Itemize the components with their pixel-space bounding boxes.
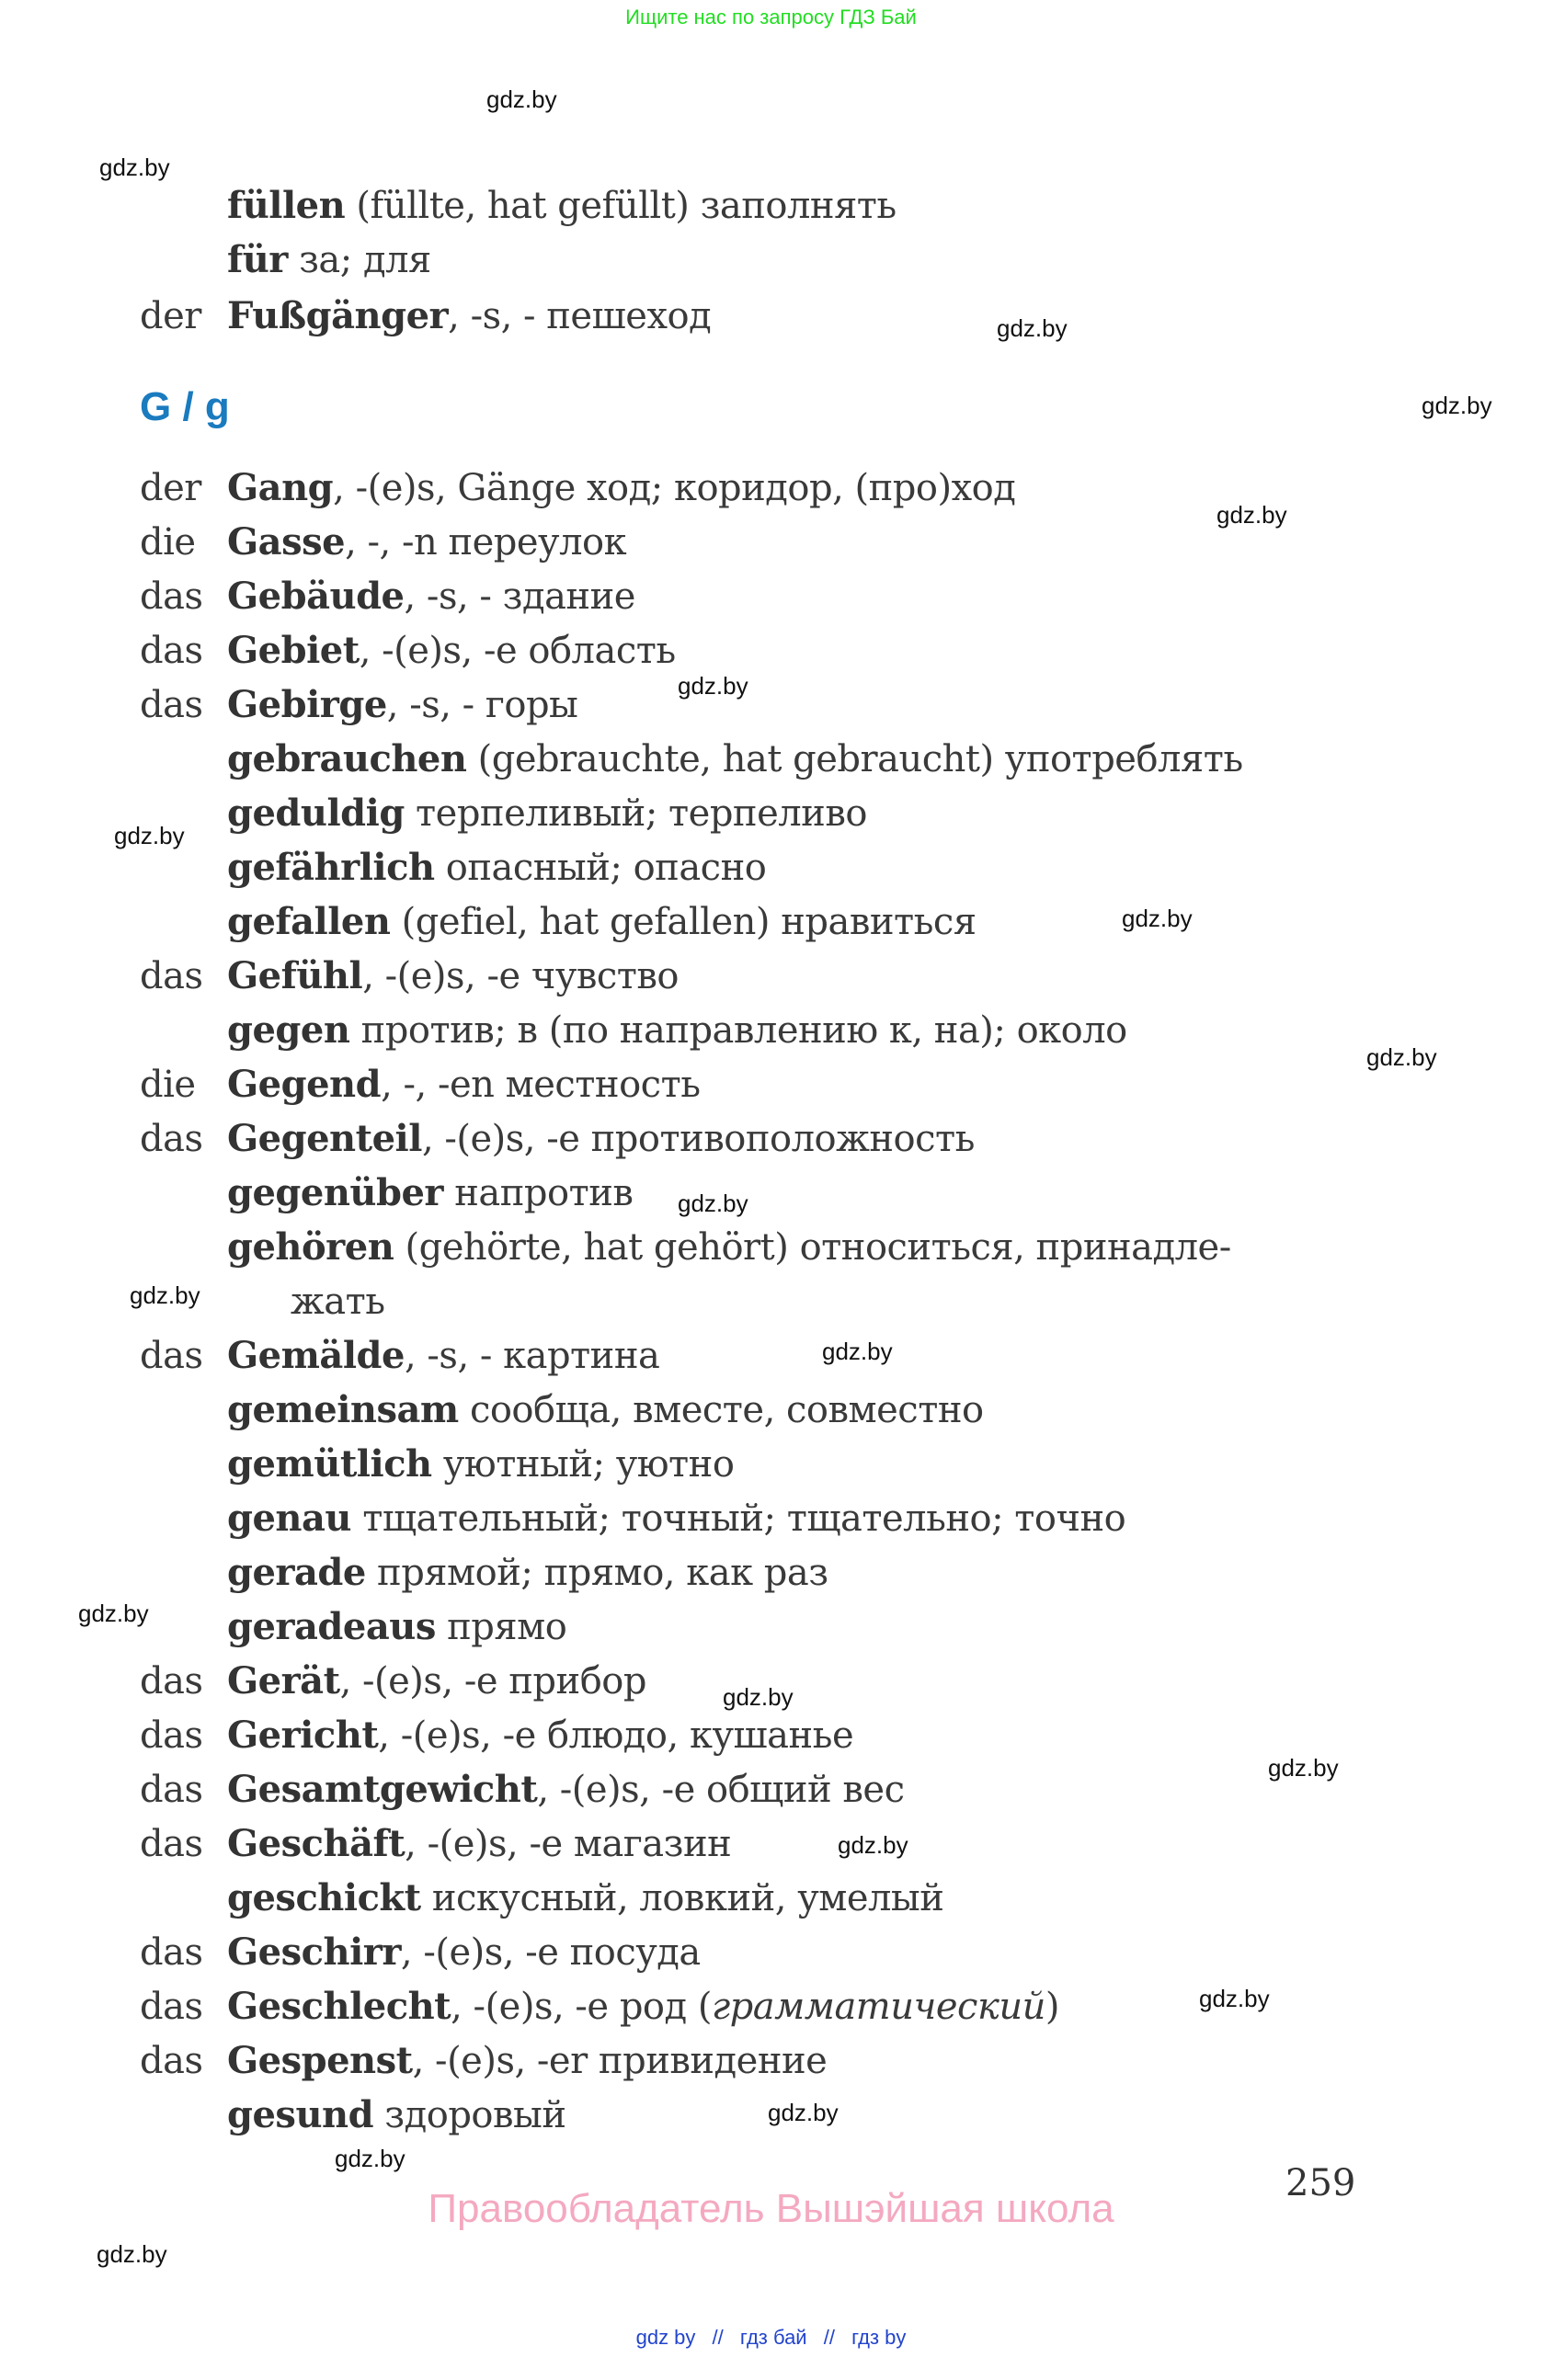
entry-definition: , -(e)s, -er привидение	[412, 2040, 828, 2082]
entry-article: das	[140, 1335, 203, 1377]
watermark: gdz.by	[1422, 392, 1492, 419]
entry-definition: терпеливый; терпеливо	[404, 792, 867, 835]
watermark: gdz.by	[768, 2099, 839, 2126]
entry-definition: , -, -en местность	[381, 1064, 701, 1106]
entry-headword: gemeinsam	[227, 1388, 459, 1431]
footer-link-gdz-bai[interactable]: гдз бай	[739, 2326, 807, 2349]
entry-definition: тщательный; точный; тщательно; точно	[351, 1497, 1126, 1540]
section-heading: G / g	[140, 384, 230, 429]
watermark: gdz.by	[723, 1683, 794, 1711]
entry-definition: уютный; уютно	[431, 1443, 735, 1486]
entry-definition: против; в (по направлению к, на); около	[349, 1009, 1127, 1052]
footer-link-gdz-by-cyr[interactable]: гдз by	[851, 2326, 907, 2349]
entry-headword: Geschlecht	[227, 1985, 451, 2028]
search-banner: Ищите нас по запросу ГДЗ Бай	[625, 6, 917, 28]
entry-definition: , -(e)s, -e чувство	[362, 955, 680, 997]
entry-article: das	[140, 684, 203, 726]
entry-definition: (füllte, hat gefüllt) заполнять	[345, 185, 897, 227]
footer-link-gdz-by[interactable]: gdz by	[635, 2326, 696, 2349]
copyright-owner: Правообладатель Вышэйшая школа	[428, 2186, 1114, 2231]
entry-headword: füllen	[227, 184, 346, 227]
watermark: gdz.by	[1366, 1043, 1437, 1071]
footer-separator: //	[712, 2326, 724, 2349]
entry-definition-end: )	[1045, 1986, 1059, 2028]
entry-definition: , -(e)s, Gänge ход; коридор, (про)ход	[333, 467, 1016, 509]
entry-definition: (gehörte, hat gehört) относиться, принадле-	[394, 1226, 1231, 1269]
entry-headword: Gang	[227, 466, 334, 509]
watermark: gdz.by	[822, 1338, 893, 1365]
watermark: gdz.by	[678, 672, 748, 700]
entry-headword: Fußgänger	[227, 294, 449, 337]
entry-definition: опасный; опасно	[434, 847, 767, 889]
entry-headword: gefährlich	[227, 846, 435, 889]
entry-headword: Geschäft	[227, 1822, 405, 1865]
entry-definition: , -s, - горы	[386, 684, 578, 726]
entry-article: der	[140, 295, 201, 337]
entry-definition: , -(e)s, -e блюдо, кушанье	[378, 1714, 854, 1757]
entry-headword: gesund	[227, 2093, 374, 2136]
entry-headword: genau	[227, 1497, 351, 1540]
entry-headword: Gasse	[227, 520, 346, 564]
entry-definition: прямой; прямо, как раз	[365, 1552, 828, 1594]
watermark: gdz.by	[335, 2145, 405, 2172]
entry-headword: geschickt	[227, 1876, 421, 1919]
watermark: gdz.by	[114, 822, 185, 849]
entry-headword: geduldig	[227, 791, 405, 835]
entry-headword: gebrauchen	[227, 737, 467, 780]
entry-definition: , -(e)s, -e область	[359, 630, 676, 672]
entry-article: die	[140, 1064, 196, 1106]
entry-headword: gerade	[227, 1551, 366, 1594]
entry-headword: Gerät	[227, 1659, 340, 1702]
entry-headword: gegen	[227, 1008, 350, 1052]
footer-separator: //	[823, 2326, 835, 2349]
entry-definition: сообща, вместе, совместно	[458, 1389, 984, 1431]
entry-definition: прямо	[435, 1606, 567, 1648]
entry-headword: gehören	[227, 1225, 394, 1269]
entry-headword: für	[227, 238, 288, 281]
watermark: gdz.by	[99, 154, 170, 181]
entry-article: das	[140, 1931, 203, 1974]
entry-article: das	[140, 1118, 203, 1160]
entry-article: der	[140, 467, 201, 509]
entry-headword: Gebäude	[227, 575, 405, 618]
footer-links	[0, 2326, 1542, 2350]
entry-article: das	[140, 1986, 203, 2028]
entry-article: das	[140, 1769, 203, 1811]
entry-headword: Geschirr	[227, 1930, 401, 1974]
entry-headword: Gefühl	[227, 954, 363, 997]
watermark: gdz.by	[486, 85, 557, 113]
watermark: gdz.by	[130, 1281, 200, 1309]
entry-article: das	[140, 1660, 203, 1702]
entry-headword: Gesamtgewicht	[227, 1768, 538, 1811]
entry-definition: , -, -n переулок	[345, 521, 627, 564]
entry-headword: Gebirge	[227, 683, 387, 726]
watermark: gdz.by	[838, 1831, 908, 1859]
entry-definition: искусный, ловкий, умелый	[420, 1877, 944, 1919]
entry-article: das	[140, 2040, 203, 2082]
watermark: gdz.by	[1122, 905, 1193, 932]
watermark: gdz.by	[97, 2240, 167, 2268]
entry-headword: gegenüber	[227, 1171, 443, 1214]
page-number: 259	[1285, 2162, 1356, 2204]
watermark: gdz.by	[78, 1600, 149, 1627]
entry-article: das	[140, 955, 203, 997]
entry-definition: , -(e)s, -e прибор	[339, 1660, 646, 1702]
entry-headword: Gegenteil	[227, 1117, 422, 1160]
entry-definition: напротив	[443, 1172, 634, 1214]
entry-headword: gemütlich	[227, 1442, 432, 1486]
watermark: gdz.by	[1268, 1754, 1339, 1782]
entry-headword: Gegend	[227, 1063, 382, 1106]
entry-definition: , -(e)s, -e посуда	[400, 1931, 701, 1974]
entry-definition: , -(e)s, -e противоположность	[421, 1118, 975, 1160]
watermark: gdz.by	[997, 314, 1068, 342]
entry-headword: Gemälde	[227, 1334, 405, 1377]
entry-headword: Gericht	[227, 1714, 379, 1757]
entry-article: das	[140, 575, 203, 618]
entry-definition: (gebrauchte, hat gebraucht) употреблять	[466, 738, 1243, 780]
entry-definition: здоровый	[373, 2094, 566, 2136]
entry-definition: , -s, - картина	[404, 1335, 660, 1377]
entry-italic-note: грамматический	[711, 1986, 1045, 2028]
entry-article: die	[140, 521, 196, 564]
watermark: gdz.by	[1216, 501, 1287, 529]
entry-definition: , -(e)s, -e общий вес	[537, 1769, 905, 1811]
entry-definition: , -(e)s, -e магазин	[405, 1823, 732, 1865]
watermark: gdz.by	[1199, 1985, 1270, 2012]
entry-headword: Gebiet	[227, 629, 360, 672]
entry-headword: gefallen	[227, 900, 391, 943]
entry-article: das	[140, 1823, 203, 1865]
entry-definition: (gefiel, hat gefallen) нравиться	[390, 901, 977, 943]
entry-headword: geradeaus	[227, 1605, 436, 1648]
entry-definition: , -s, - пешеход	[448, 295, 712, 337]
entry-definition: , -(e)s, -e род (	[451, 1986, 712, 2028]
entry-article: das	[140, 630, 203, 672]
entry-continuation: жать	[291, 1281, 385, 1323]
entry-definition: , -s, - здание	[404, 575, 635, 618]
entry-headword: Gespenst	[227, 2039, 413, 2082]
entry-definition: за; для	[287, 239, 431, 281]
watermark: gdz.by	[678, 1190, 748, 1217]
entry-article: das	[140, 1714, 203, 1757]
